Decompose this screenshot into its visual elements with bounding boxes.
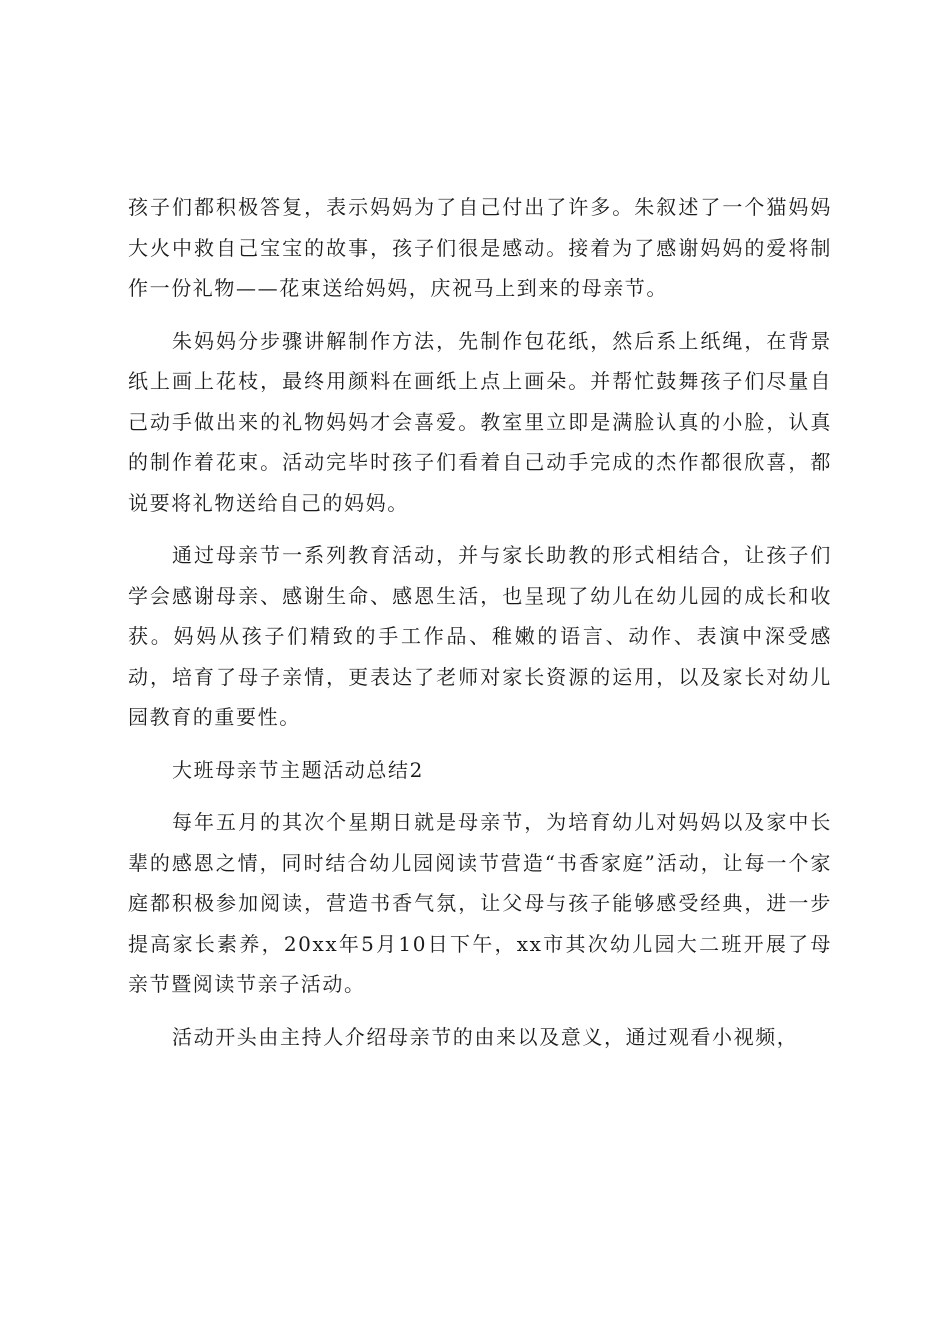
paragraph-2: 朱妈妈分步骤讲解制作方法，先制作包花纸，然后系上纸绳，在背景纸上画上花枝，最终用颜料在画纸上点上画朵。并帮忙鼓舞孩子们尽量自己动手做出来的礼物妈妈才会喜爱。教室里立即是满脸认真的小脸，认真的制作着花束。活动完毕时孩子们看着自己动手完成的杰作都很欣喜，都说要将礼物送给自己的妈妈。	[128, 328, 832, 515]
section-title: 大班母亲节主题活动总结2	[172, 757, 424, 782]
paragraph-1: 孩子们都积极答复，表示妈妈为了自己付出了许多。朱叙述了一个猫妈妈大火中救自己宝宝的故事，孩子们很是感动。接着为了感谢妈妈的爱将制作一份礼物——花束送给妈妈，庆祝马上到来的母亲节。	[128, 195, 832, 300]
paragraph-4: 每年五月的其次个星期日就是母亲节，为培育幼儿对妈妈以及家中长辈的感恩之情，同时结合幼儿园阅读节营造“书香家庭”活动，让每一个家庭都积极参加阅读，营造书香气氛，让父母与孩子能够感受经典，进一步提高家长素养，20xx年5月10日下午，xx市其次幼儿园大二班开展了母亲节暨阅读节亲子活动。	[128, 810, 832, 996]
document-body	[128, 187, 832, 1069]
paragraph-5: 活动开头由主持人介绍母亲节的由来以及意义，通过观看小视频，	[172, 1024, 799, 1049]
paragraph-3: 通过母亲节一系列教育活动，并与家长助教的形式相结合，让孩子们学会感谢母亲、感谢生命、感恩生活，也呈现了幼儿在幼儿园的成长和收获。妈妈从孩子们精致的手工作品、稚嫩的语言、动作、表演中深受感动，培育了母子亲情，更表达了老师对家长资源的运用，以及家长对幼儿园教育的重要性。	[128, 543, 832, 729]
